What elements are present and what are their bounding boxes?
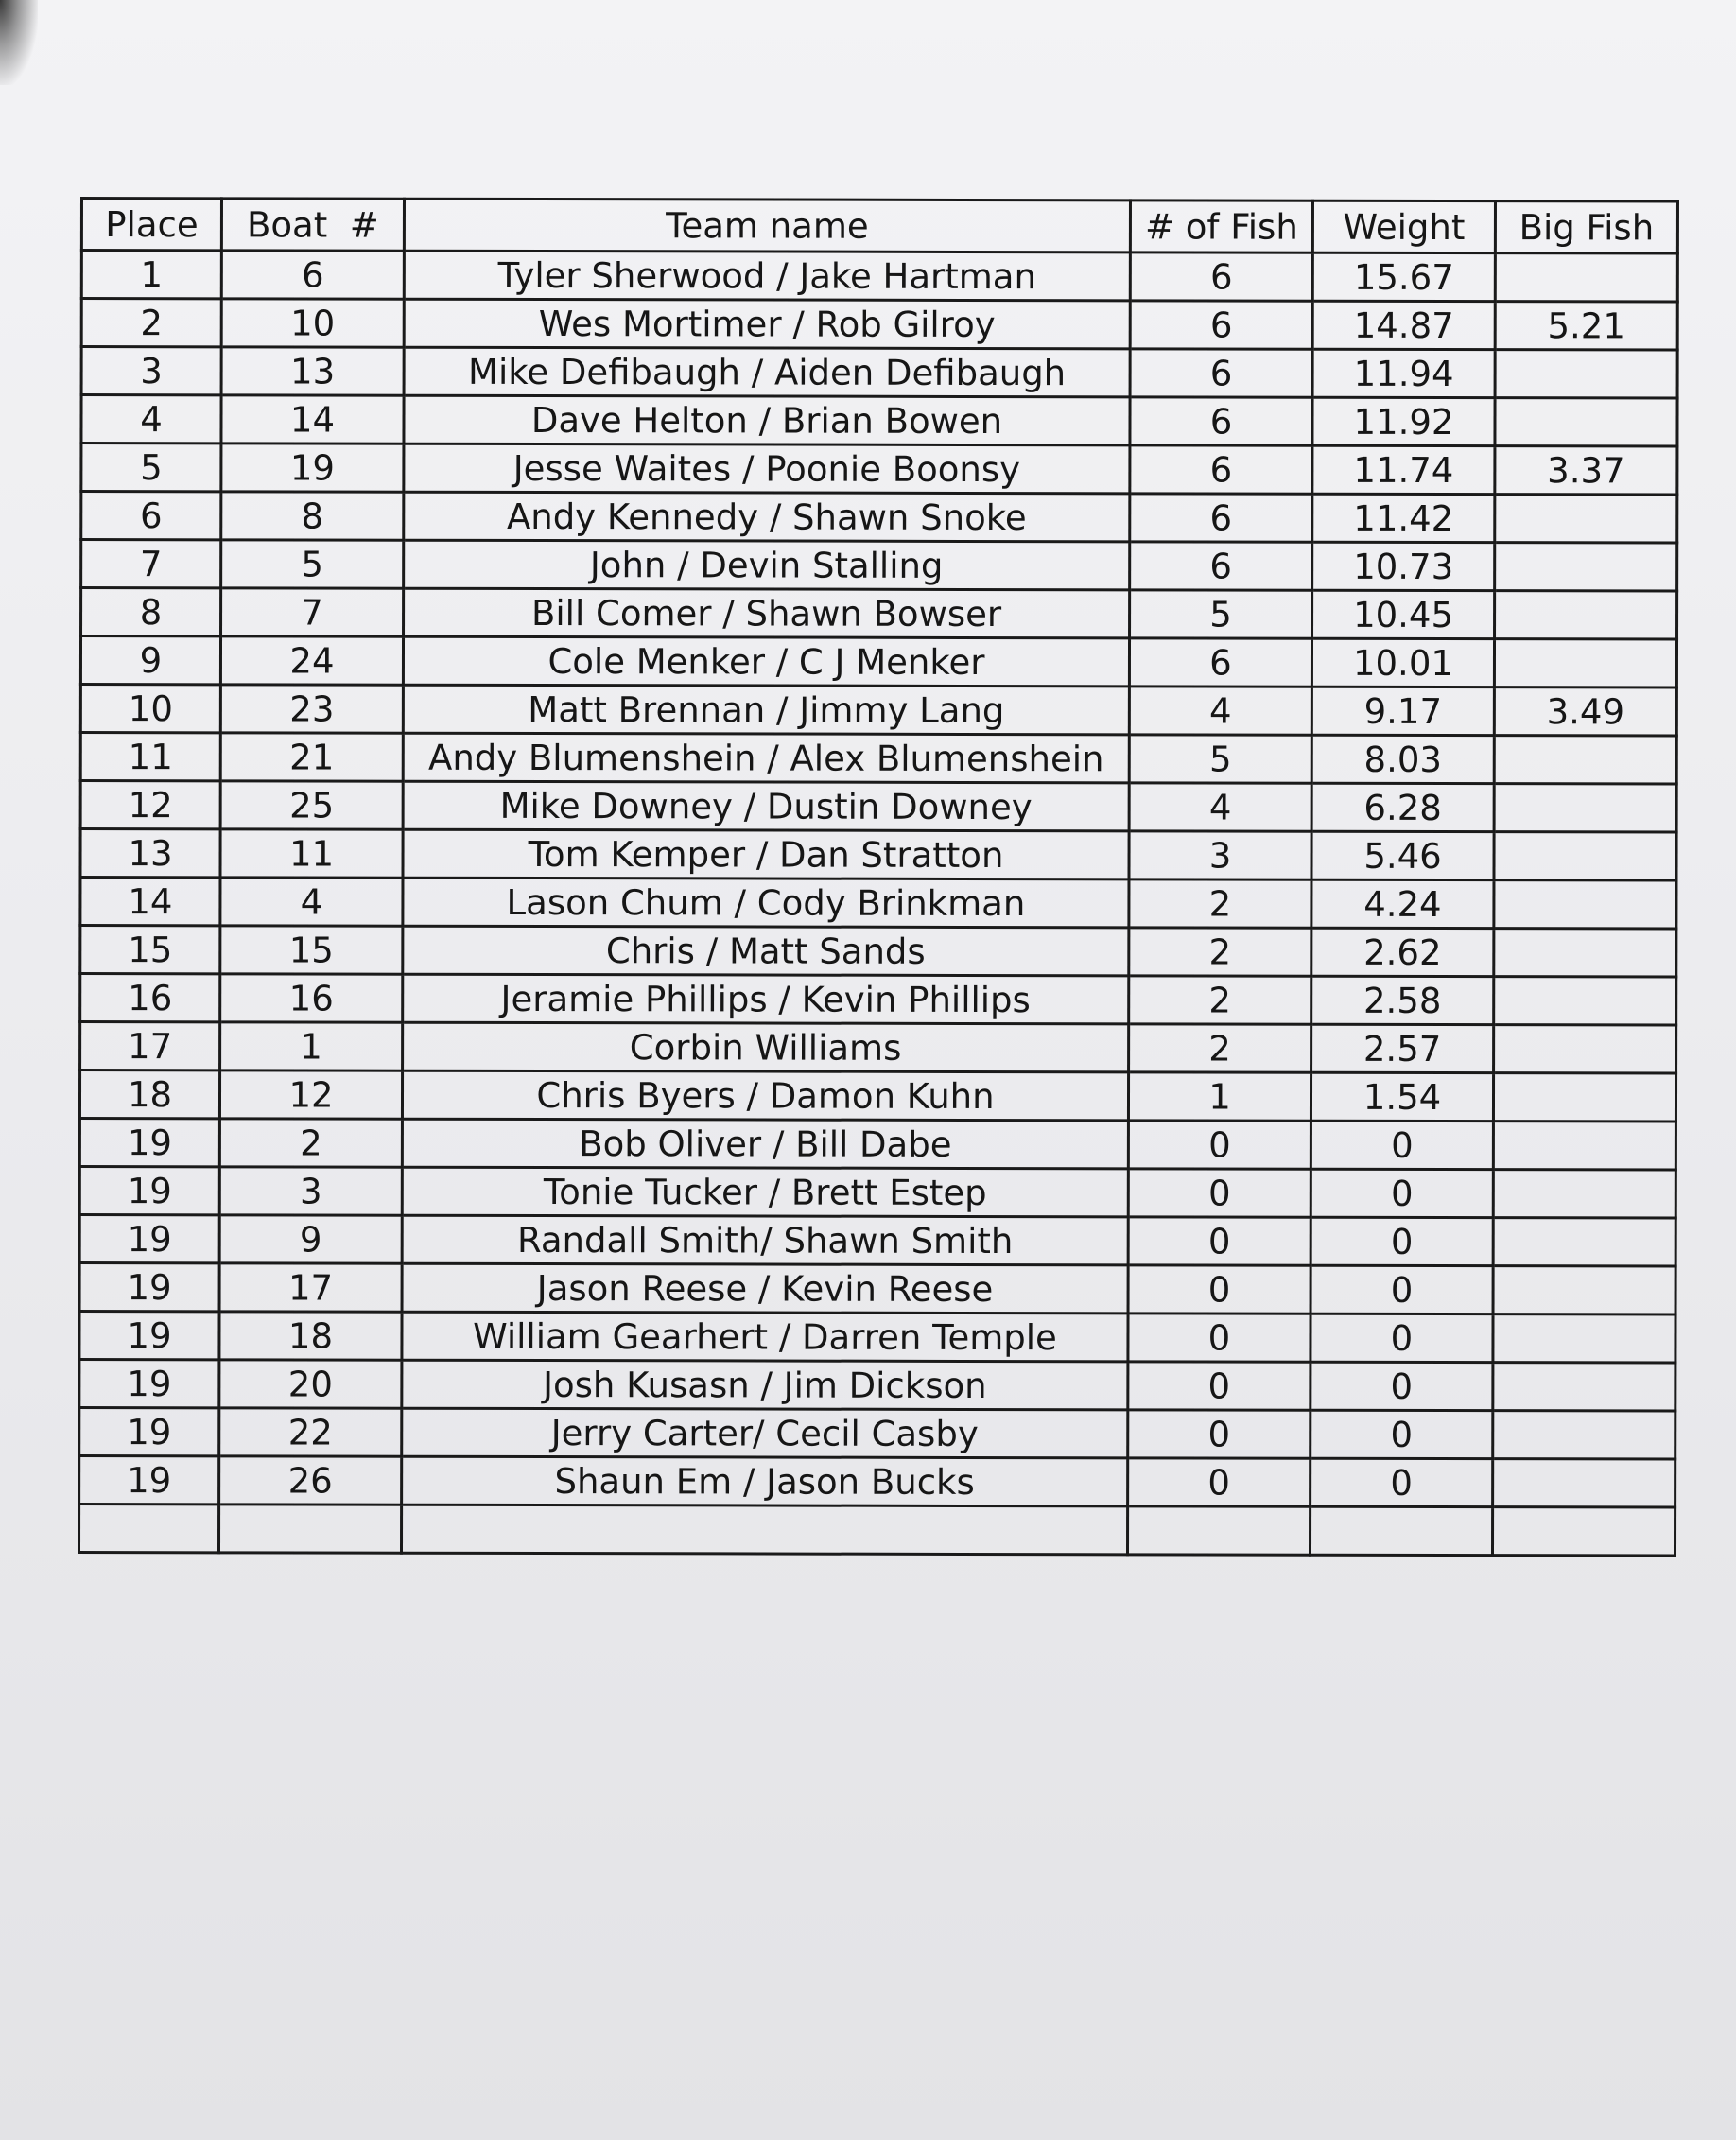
place-cell: 3 [81, 347, 221, 395]
big-fish-cell [1494, 929, 1676, 977]
weight-cell: 4.24 [1311, 879, 1494, 928]
fish-count-cell: 6 [1130, 252, 1312, 301]
big-fish-cell [1495, 350, 1677, 398]
place-cell [78, 1505, 218, 1553]
team-name-cell: Jesse Waites / Poonie Boonsy [404, 444, 1130, 494]
weight-cell: 10.45 [1312, 590, 1495, 638]
fish-count-cell: 4 [1129, 783, 1311, 831]
big-fish-cell [1493, 1218, 1675, 1266]
big-fish-cell [1495, 543, 1677, 591]
big-fish-cell [1494, 736, 1676, 784]
table-row [81, 540, 1677, 592]
photo-corner-shadow [0, 0, 38, 85]
weight-cell: 14.87 [1312, 301, 1495, 349]
boat-number-cell: 18 [219, 1312, 402, 1360]
fish-count-cell: 4 [1129, 687, 1311, 735]
fish-count-cell: 0 [1128, 1314, 1311, 1362]
big-fish-cell [1493, 1314, 1675, 1363]
big-fish-cell [1495, 398, 1677, 446]
team-name-cell: Mike Downey / Dustin Downey [403, 781, 1129, 831]
boat-number-cell: 5 [221, 540, 404, 588]
big-fish-cell [1493, 1122, 1675, 1170]
table-row [78, 1505, 1675, 1557]
fish-count-cell: 6 [1129, 638, 1311, 687]
place-cell: 6 [81, 492, 221, 540]
fish-count-cell: 0 [1128, 1169, 1311, 1217]
boat-number-cell: 15 [220, 926, 403, 974]
big-fish-cell [1493, 1073, 1675, 1122]
fish-count-cell: 2 [1129, 928, 1311, 976]
fish-count-cell: 0 [1128, 1458, 1311, 1506]
table-row [81, 588, 1677, 640]
header-boat: Boat # [221, 199, 404, 251]
team-name-cell: Lason Chum / Cody Brinkman [403, 878, 1129, 928]
table-row [79, 1408, 1675, 1460]
fish-count-cell: 0 [1128, 1265, 1311, 1314]
weight-cell: 6.28 [1311, 783, 1494, 831]
header-fish-count: # of Fish [1130, 200, 1312, 252]
fish-count-cell: 1 [1128, 1072, 1311, 1121]
big-fish-cell [1495, 495, 1677, 543]
place-cell: 16 [80, 974, 220, 1022]
team-name-cell: Chris Byers / Damon Kuhn [402, 1070, 1128, 1121]
team-name-cell: Cole Menker / C J Menker [403, 636, 1129, 687]
weight-cell: 0 [1311, 1458, 1493, 1506]
big-fish-cell: 3.49 [1494, 687, 1676, 736]
table-row [81, 444, 1677, 496]
weight-cell: 15.67 [1312, 252, 1495, 301]
place-cell: 17 [80, 1022, 220, 1070]
fish-count-cell: 0 [1128, 1121, 1311, 1169]
weight-cell: 0 [1311, 1362, 1493, 1410]
tournament-results-table [78, 197, 1679, 1557]
big-fish-cell [1494, 1025, 1676, 1073]
team-name-cell: Andy Blumenshein / Alex Blumenshein [403, 733, 1129, 783]
big-fish-cell [1494, 880, 1676, 929]
boat-number-cell: 14 [221, 395, 404, 444]
boat-number-cell: 22 [219, 1408, 402, 1456]
team-name-cell: Shaun Em / Jason Bucks [402, 1456, 1128, 1506]
weight-cell: 11.94 [1312, 349, 1495, 397]
place-cell: 19 [79, 1312, 219, 1360]
header-place: Place [81, 199, 221, 251]
team-name-cell: Bill Comer / Shawn Bowser [404, 588, 1130, 638]
place-cell: 8 [81, 588, 221, 636]
weight-cell: 2.58 [1311, 976, 1494, 1024]
big-fish-cell [1493, 1266, 1675, 1314]
header-team-name: Team name [404, 199, 1130, 252]
boat-number-cell: 2 [219, 1119, 402, 1167]
big-fish-cell [1493, 1411, 1675, 1459]
team-name-cell: Jason Reese / Kevin Reese [402, 1263, 1128, 1314]
table-row [79, 1360, 1675, 1412]
table-row [80, 1022, 1676, 1074]
weight-cell: 0 [1311, 1169, 1493, 1217]
table-row [80, 878, 1676, 930]
fish-count-cell: 6 [1130, 494, 1312, 542]
table-row [80, 926, 1676, 978]
place-cell: 19 [79, 1263, 219, 1312]
boat-number-cell: 20 [219, 1360, 402, 1408]
boat-number-cell: 16 [220, 974, 403, 1022]
weight-cell: 2.62 [1311, 928, 1494, 976]
team-name-cell: Corbin Williams [403, 1022, 1129, 1072]
table-row [80, 685, 1676, 737]
place-cell: 19 [79, 1167, 219, 1215]
table-row [79, 1215, 1675, 1267]
table-row [81, 395, 1677, 447]
big-fish-cell [1494, 784, 1676, 832]
table-row [81, 347, 1677, 399]
big-fish-cell [1494, 977, 1676, 1025]
weight-cell: 10.73 [1312, 542, 1495, 590]
boat-number-cell: 7 [221, 588, 404, 636]
weight-cell: 9.17 [1311, 687, 1494, 735]
boat-number-cell: 13 [221, 347, 404, 395]
weight-cell: 10.01 [1311, 638, 1494, 687]
weight-cell: 8.03 [1311, 735, 1494, 783]
table-row [81, 251, 1677, 303]
place-cell: 14 [80, 878, 220, 926]
weight-cell: 11.92 [1312, 397, 1495, 445]
fish-count-cell: 5 [1130, 590, 1312, 638]
big-fish-cell [1493, 1170, 1675, 1218]
fish-count-cell: 0 [1128, 1410, 1311, 1458]
place-cell: 13 [80, 829, 220, 878]
fish-count-cell: 6 [1130, 542, 1312, 590]
header-big-fish: Big Fish [1495, 201, 1677, 253]
boat-number-cell: 6 [221, 251, 404, 299]
team-name-cell: Tonie Tucker / Brett Estep [402, 1167, 1128, 1217]
fish-count-cell: 5 [1129, 735, 1311, 783]
boat-number-cell: 26 [219, 1456, 402, 1505]
table-row [79, 1070, 1675, 1122]
team-name-cell: Mike Defibaugh / Aiden Defibaugh [404, 347, 1130, 397]
team-name-cell: Josh Kusasn / Jim Dickson [402, 1360, 1128, 1410]
weight-cell [1310, 1506, 1492, 1555]
boat-number-cell: 23 [220, 685, 403, 733]
big-fish-cell: 5.21 [1495, 302, 1677, 350]
fish-count-cell: 6 [1130, 445, 1312, 494]
table-row [80, 733, 1676, 785]
table-row [79, 1456, 1675, 1508]
weight-cell: 5.46 [1311, 831, 1494, 879]
table-row [81, 299, 1677, 351]
big-fish-cell [1493, 1363, 1675, 1411]
place-cell: 1 [81, 251, 221, 299]
place-cell: 4 [81, 395, 221, 444]
big-fish-cell [1494, 639, 1676, 687]
team-name-cell: Tyler Sherwood / Jake Hartman [404, 251, 1130, 301]
team-name-cell: Andy Kennedy / Shawn Snoke [404, 492, 1130, 542]
boat-number-cell: 24 [220, 636, 403, 685]
big-fish-cell [1495, 591, 1677, 639]
fish-count-cell: 0 [1128, 1362, 1311, 1410]
table-row [79, 1119, 1675, 1171]
table-row [81, 492, 1677, 544]
fish-count-cell: 3 [1129, 831, 1311, 879]
table-row [80, 974, 1676, 1026]
fish-count-cell: 2 [1129, 1024, 1311, 1072]
place-cell: 19 [79, 1215, 219, 1263]
fish-count-cell: 0 [1128, 1217, 1311, 1265]
table-row [79, 1263, 1675, 1315]
weight-cell: 0 [1311, 1314, 1493, 1362]
weight-cell: 0 [1311, 1410, 1493, 1458]
fish-count-cell: 6 [1130, 349, 1312, 397]
table-row [80, 781, 1676, 833]
table-row [79, 1167, 1675, 1219]
boat-number-cell: 21 [220, 733, 403, 781]
boat-number-cell: 3 [219, 1167, 402, 1215]
weight-cell: 0 [1311, 1121, 1493, 1169]
table-row [80, 636, 1676, 688]
team-name-cell: Jerry Carter/ Cecil Casby [402, 1408, 1128, 1458]
table-header-row [81, 199, 1677, 254]
place-cell: 2 [81, 299, 221, 347]
team-name-cell: Chris / Matt Sands [403, 926, 1129, 976]
place-cell: 19 [79, 1456, 219, 1505]
boat-number-cell: 9 [219, 1215, 402, 1263]
team-name-cell [401, 1505, 1127, 1555]
fish-count-cell: 6 [1130, 301, 1312, 349]
fish-count-cell [1127, 1506, 1310, 1555]
boat-number-cell: 19 [221, 444, 404, 492]
team-name-cell: Jeramie Phillips / Kevin Phillips [403, 974, 1129, 1024]
place-cell: 19 [79, 1119, 219, 1167]
boat-number-cell: 4 [220, 878, 403, 926]
fish-count-cell: 2 [1129, 976, 1311, 1024]
weight-cell: 1.54 [1311, 1072, 1493, 1121]
weight-cell: 2.57 [1311, 1024, 1494, 1072]
table-row [79, 1312, 1675, 1364]
weight-cell: 11.42 [1312, 494, 1495, 542]
weight-cell: 0 [1311, 1265, 1493, 1314]
place-cell: 10 [80, 685, 220, 733]
team-name-cell: Matt Brennan / Jimmy Lang [403, 685, 1129, 735]
fish-count-cell: 2 [1129, 879, 1311, 928]
big-fish-cell: 3.37 [1495, 446, 1677, 495]
team-name-cell: Dave Helton / Brian Bowen [404, 395, 1130, 445]
fish-count-cell: 6 [1130, 397, 1312, 445]
boat-number-cell: 1 [220, 1022, 403, 1070]
team-name-cell: Randall Smith/ Shawn Smith [402, 1215, 1128, 1265]
team-name-cell: Bob Oliver / Bill Dabe [402, 1119, 1128, 1169]
place-cell: 19 [79, 1408, 219, 1456]
team-name-cell: Wes Mortimer / Rob Gilroy [404, 299, 1130, 349]
big-fish-cell [1495, 253, 1677, 302]
place-cell: 11 [80, 733, 220, 781]
team-name-cell: John / Devin Stalling [404, 540, 1130, 590]
boat-number-cell: 25 [220, 781, 403, 829]
boat-number-cell: 17 [219, 1263, 402, 1312]
boat-number-cell: 12 [219, 1070, 402, 1119]
big-fish-cell [1492, 1507, 1675, 1556]
big-fish-cell [1493, 1459, 1675, 1507]
weight-cell: 11.74 [1312, 445, 1495, 494]
place-cell: 12 [80, 781, 220, 829]
weight-cell: 0 [1311, 1217, 1493, 1265]
team-name-cell: Tom Kemper / Dan Stratton [403, 829, 1129, 879]
big-fish-cell [1494, 832, 1676, 880]
place-cell: 7 [81, 540, 221, 588]
place-cell: 18 [79, 1070, 219, 1119]
place-cell: 19 [79, 1360, 219, 1408]
header-weight: Weight [1312, 200, 1495, 252]
boat-number-cell: 8 [221, 492, 404, 540]
team-name-cell: William Gearhert / Darren Temple [402, 1312, 1128, 1362]
place-cell: 15 [80, 926, 220, 974]
boat-number-cell: 11 [220, 829, 403, 878]
table-row [80, 829, 1676, 881]
place-cell: 5 [81, 444, 221, 492]
boat-number-cell [218, 1505, 401, 1553]
place-cell: 9 [80, 636, 220, 685]
boat-number-cell: 10 [221, 299, 404, 347]
